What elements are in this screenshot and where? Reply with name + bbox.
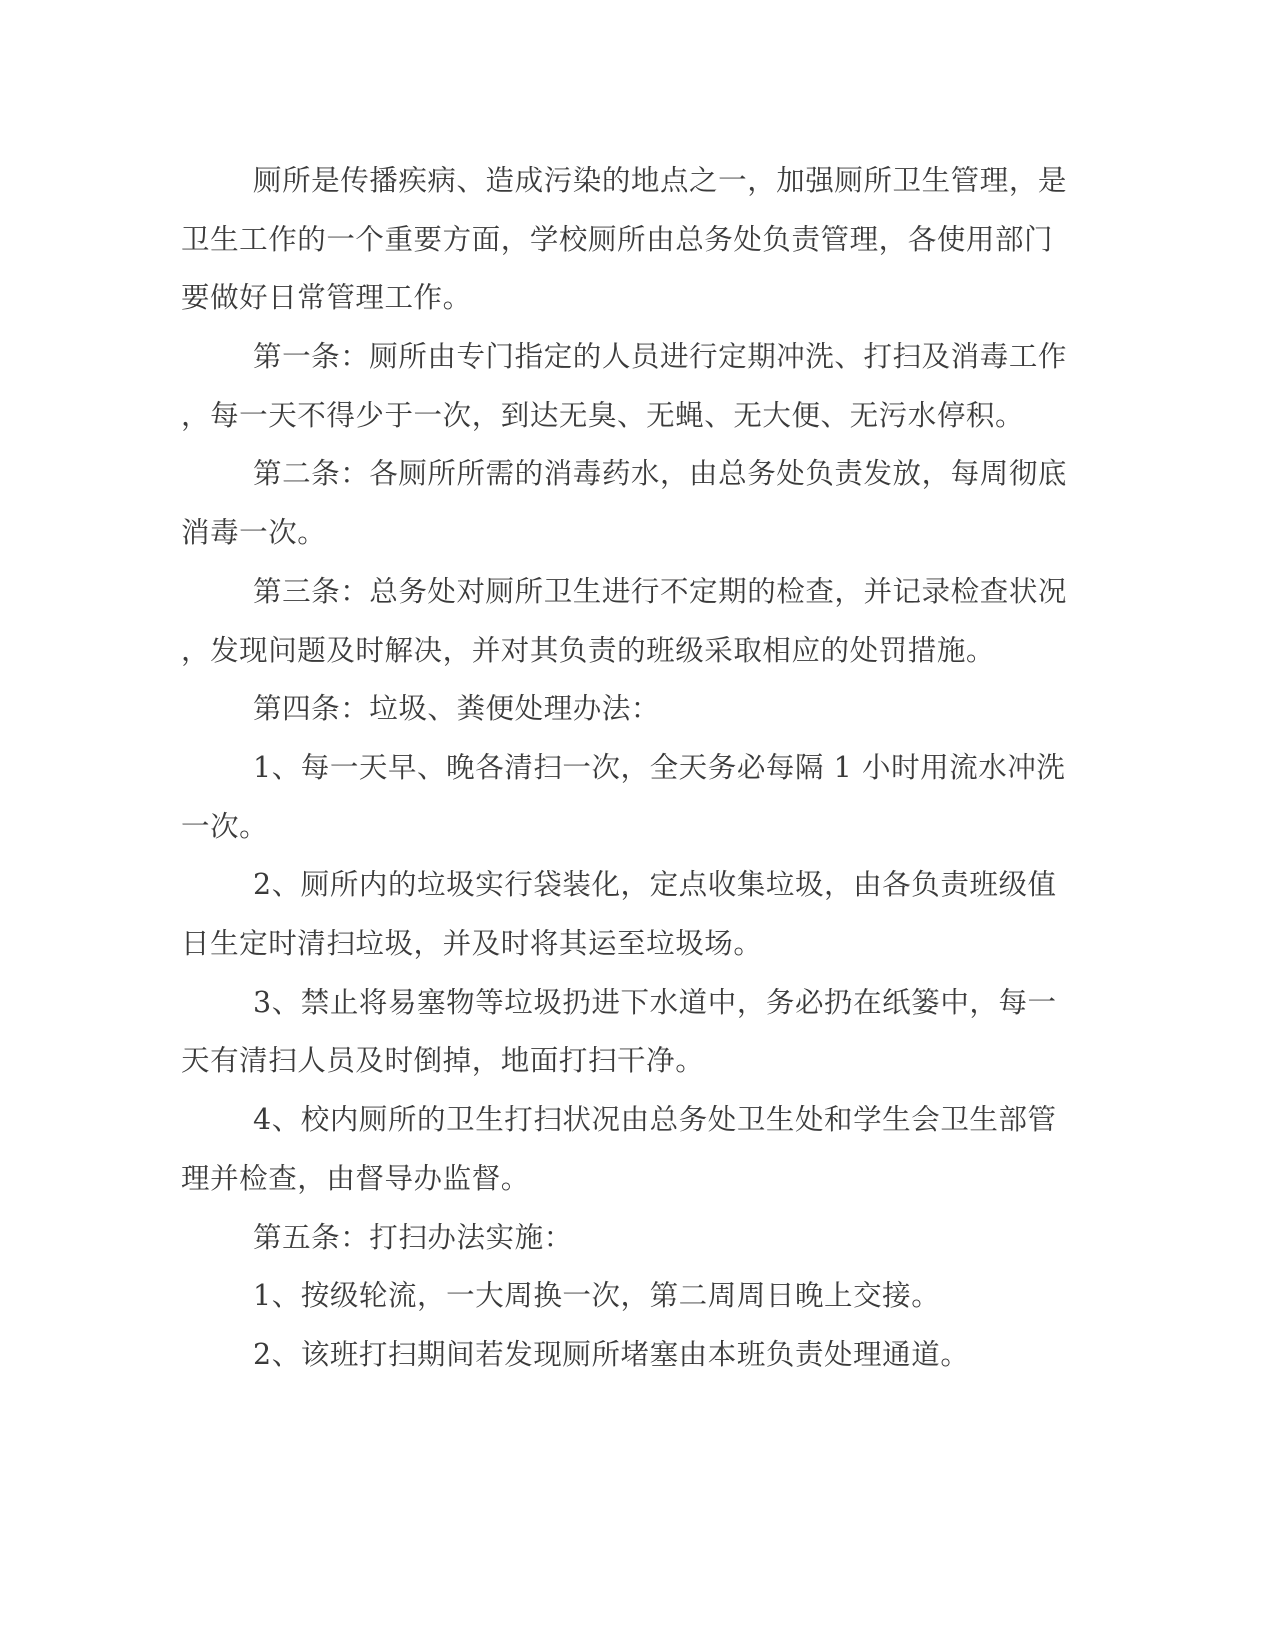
article-4-item-3-line-2: 天有清扫人员及时倒掉，地面打扫干净。: [181, 1044, 705, 1077]
article-4-item-2-line-1: 2、厕所内的垃圾实行袋装化，定点收集垃圾，由各负责班级值: [253, 868, 1057, 901]
paragraph-intro-line-3: 要做好日常管理工作。: [181, 281, 472, 314]
article-4-item-4-line-1: 4、校内厕所的卫生打扫状况由总务处卫生处和学生会卫生部管: [253, 1103, 1057, 1136]
article-1-line-1: 第一条：厕所由专门指定的人员进行定期冲洗、打扫及消毒工作: [253, 340, 1067, 373]
article-1-line-2: ，每一天不得少于一次，到达无臭、无蝇、无大便、无污水停积。: [181, 399, 1025, 432]
article-3-line-1: 第三条：总务处对厕所卫生进行不定期的检查，并记录检查状况: [253, 575, 1067, 608]
article-4-item-3-line-1: 3、禁止将易塞物等垃圾扔进下水道中，务必扔在纸篓中，每一: [253, 986, 1057, 1019]
article-4-item-4-line-2: 理并检查，由督导办监督。: [181, 1162, 530, 1195]
article-2-line-2: 消毒一次。: [181, 516, 327, 549]
article-5-item-2: 2、该班打扫期间若发现厕所堵塞由本班负责处理通道。: [253, 1338, 970, 1371]
paragraph-intro-line-2: 卫生工作的一个重要方面，学校厕所由总务处负责管理，各使用部门: [181, 223, 1054, 256]
article-5-item-1: 1、按级轮流，一大周换一次，第二周周日晚上交接。: [253, 1279, 941, 1312]
article-2-line-1: 第二条：各厕所所需的消毒药水，由总务处负责发放，每周彻底: [253, 457, 1067, 490]
article-5-heading: 第五条：打扫办法实施：: [253, 1221, 573, 1254]
article-4-heading: 第四条：垃圾、粪便处理办法：: [253, 692, 660, 725]
paragraph-intro-line-1: 厕所是传播疾病、造成污染的地点之一，加强厕所卫生管理，是: [253, 164, 1067, 197]
article-4-item-2-line-2: 日生定时清扫垃圾，并及时将其运至垃圾场。: [181, 927, 763, 960]
article-3-line-2: ，发现问题及时解决，并对其负责的班级采取相应的处罚措施。: [181, 634, 995, 667]
article-4-item-1-line-2: 一次。: [181, 810, 269, 843]
article-4-item-1-line-1: 1、每一天早、晚各清扫一次，全天务必每隔 1 小时用流水冲洗: [253, 751, 1066, 784]
